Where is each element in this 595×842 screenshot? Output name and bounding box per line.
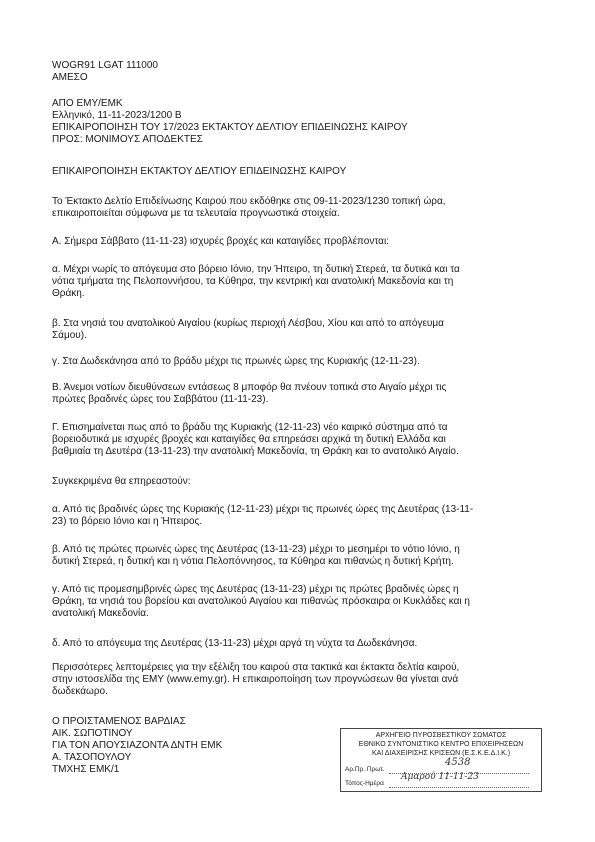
text-line: δυτική Στερεά, η δυτική και η νότια Πελοπόννησος, τα Κύθηρα και πιθανώς η δυτική Κρήτη. (52, 556, 454, 567)
text-line: α. Μέχρι νωρίς το απόγευμα στο βόρειο Ιόνιο, την Ήπειρο, τη δυτική Στερεά, τα δυτικά και τα (52, 264, 460, 275)
text-line: νότια τμήματα της Πελοποννήσου, τα Κύθηρα, την κεντρική και ανατολική Μακεδονία και τη (52, 276, 454, 287)
stamp-line-3: ΚΑΙ ΔΙΑΧΕΙΡΙΣΗΣ ΚΡΙΣΕΩΝ (Ε.Σ.Κ.Ε.Δ.Ι.Κ.) (371, 750, 511, 757)
text-line: ανατολική Μακεδονία. (52, 608, 149, 619)
subject-line: ΕΠΙΚΑΙΡΟΠΟΙΗΣΗ ΤΟΥ 17/2023 ΕΚΤΑΚΤΟΥ ΔΕΛΤΙΟΥ ΕΠΙΔΕΙΝΩΣΗΣ ΚΑΙΡΟΥ (52, 122, 408, 133)
text-line: στην ιστοσελίδα της ΕΜΥ (www.emy.gr). Η επικαιροποίηση των προγνώσεων θα γίνεται ανά (52, 674, 459, 685)
text-line: βαθμιαία τη Δευτέρα (13-11-23) την ανατολική Μακεδονία, τη Θράκη και το ανατολικό Αιγαίο. (52, 446, 459, 457)
text-line: Θράκη. (52, 288, 85, 299)
section-a-item-alpha (52, 264, 552, 300)
text-line: Θράκη, τα νησιά του βορείου και ανατολικού Αιγαίου και πιθανώς πρόσκαιρα οι Κυκλάδες και η (52, 596, 470, 607)
section-c-item-delta: δ. Από το απόγευμα της Δευτέρας (13-11-23) μέχρι αργά τη νύχτα τα Δωδεκάνησα. (52, 638, 418, 649)
stamp-line-1: ΑΡΧΗΓΕΙΟ ΠΥΡΟΣΒΕΣΤΙΚΟΥ ΣΩΜΑΤΟΣ (375, 732, 507, 739)
stamp-date-value: Αμαρού 11-11-23 (401, 772, 479, 782)
text-line: β. Στα νησιά του ανατολικού Αιγαίου (κυρίως περιοχή Λέσβου, Χίου και από το απόγευμα (52, 318, 444, 329)
priority-label: ΑΜΕΣΟ (52, 72, 88, 83)
text-line: βορειοδυτικά με ισχυρές βροχές και καταιγίδες θα επηρεάσει αρχικά τη δυτική Ελλάδα και (52, 434, 446, 445)
text-line: γ. Από τις προμεσημβρινές ώρες της Δευτέρας (13-11-23) μέχρι τις πρώτες βραδινές ώρες η (52, 584, 459, 595)
sender-block (52, 98, 552, 146)
text-line: 23) το βόρειο Ιόνιο και η Ήπειρος. (52, 516, 203, 527)
section-b-paragraph (52, 382, 552, 406)
section-a-heading: Α. Σήμερα Σάββατο (11-11-23) ισχυρές βροχές και καταιγίδες προβλέπονται: (52, 236, 389, 247)
message-header (52, 60, 552, 84)
text-line: Σάμου). (52, 330, 87, 341)
text-line: α. Από τις βραδινές ώρες της Κυριακής (12-11-23) μέχρι τις πρωινές ώρες της Δευτέρας (13-11- (52, 504, 474, 515)
stamp-date-label: Τόπος-Ημέρα (345, 780, 384, 787)
closing-paragraph (52, 662, 552, 698)
sender: ΑΠΟ ΕΜΥ/ΕΜΚ (52, 98, 123, 109)
stamp-date-dots (389, 787, 529, 788)
section-c-item-beta (52, 544, 552, 568)
section-a-item-beta (52, 318, 552, 342)
intro-paragraph (52, 196, 552, 220)
stamp-protocol-label: Αρ.Πρ. Πρωτ. (345, 766, 385, 773)
received-stamp (340, 728, 542, 792)
text-line: πρώτες βραδινές ώρες του Σαββάτου (11-11-23). (52, 394, 269, 405)
text-line: Το Έκτακτο Δελτίο Επιδείνωσης Καιρού που εκδόθηκε στις 09-11-2023/1230 τοπική ώρα, (52, 196, 446, 207)
signature-name-2: Α. ΤΑΣΟΠΟΥΛΟΥ (52, 752, 132, 763)
stamp-line-2: ΕΘΝΙΚΟ ΣΥΝΤΟΝΙΣΤΙΚΟ ΚΕΝΤΡΟ ΕΠΙΧΕΙΡΗΣΕΩΝ (358, 741, 524, 748)
signature-name: ΑΙΚ. ΣΩΠΟΤΙΝΟΥ (52, 728, 133, 739)
text-line: επικαιροποιείται σύμφωνα με τα τελευταία προγνωστικά στοιχεία. (52, 208, 340, 219)
stamp-protocol-number: 4538 (445, 757, 471, 768)
specifically-heading: Συγκεκριμένα θα επηρεαστούν: (52, 476, 191, 487)
text-line: Περισσότερες λεπτομέρειες για την εξέλιξη του καιρού στα τακτικά και έκτακτα δελτία καιρού, (52, 662, 460, 673)
recipients: ΠΡΟΣ: ΜΟΝΙΜΟΥΣ ΑΠΟΔΕΚΤΕΣ (52, 134, 203, 145)
document-title: ΕΠΙΚΑΙΡΟΠΟΙΗΣΗ ΕΚΤΑΚΤΟΥ ΔΕΛΤΙΟΥ ΕΠΙΔΕΙΝΩΣΗΣ ΚΑΙΡΟΥ (52, 166, 347, 177)
text-line: Γ. Επισημαίνεται πως από το βράδυ της Κυριακής (12-11-23) νέο καιρικό σύστημα από τα (52, 422, 448, 433)
section-c-item-alpha (52, 504, 552, 528)
signature-title: Ο ΠΡΟΙΣΤΑΜΕΝΟΣ ΒΑΡΔΙΑΣ (52, 716, 186, 727)
section-c-item-gamma (52, 584, 552, 620)
signature-block (52, 716, 312, 776)
section-c-paragraph (52, 422, 552, 458)
message-code: WOGR91 LGAT 111000 (52, 60, 158, 71)
signature-rank: ΤΜΧΗΣ ΕΜΚ/1 (52, 764, 120, 775)
text-line: Β. Άνεμοι νοτίων διευθύνσεων εντάσεως 8 μποφόρ θα πνέουν τοπικά στο Αιγαίο μέχρι τις (52, 382, 447, 393)
place-date: Ελληνικό, 11-11-2023/1200 Β (52, 110, 182, 121)
section-a-item-gamma: γ. Στα Δωδεκάνησα από το βράδυ μέχρι τις πρωινές ώρες της Κυριακής (12-11-23). (52, 356, 420, 367)
signature-on-behalf: ΓΙΑ ΤΟΝ ΑΠΟΥΣΙΑΖΟΝΤΑ ΔΝΤΗ ΕΜΚ (52, 740, 223, 751)
text-line: δωδεκάωρο. (52, 686, 108, 697)
text-line: β. Από τις πρώτες πρωινές ώρες της Δευτέρας (13-11-23) μέχρι το μεσημέρι το νότιο Ιόνιο, η (52, 544, 460, 555)
